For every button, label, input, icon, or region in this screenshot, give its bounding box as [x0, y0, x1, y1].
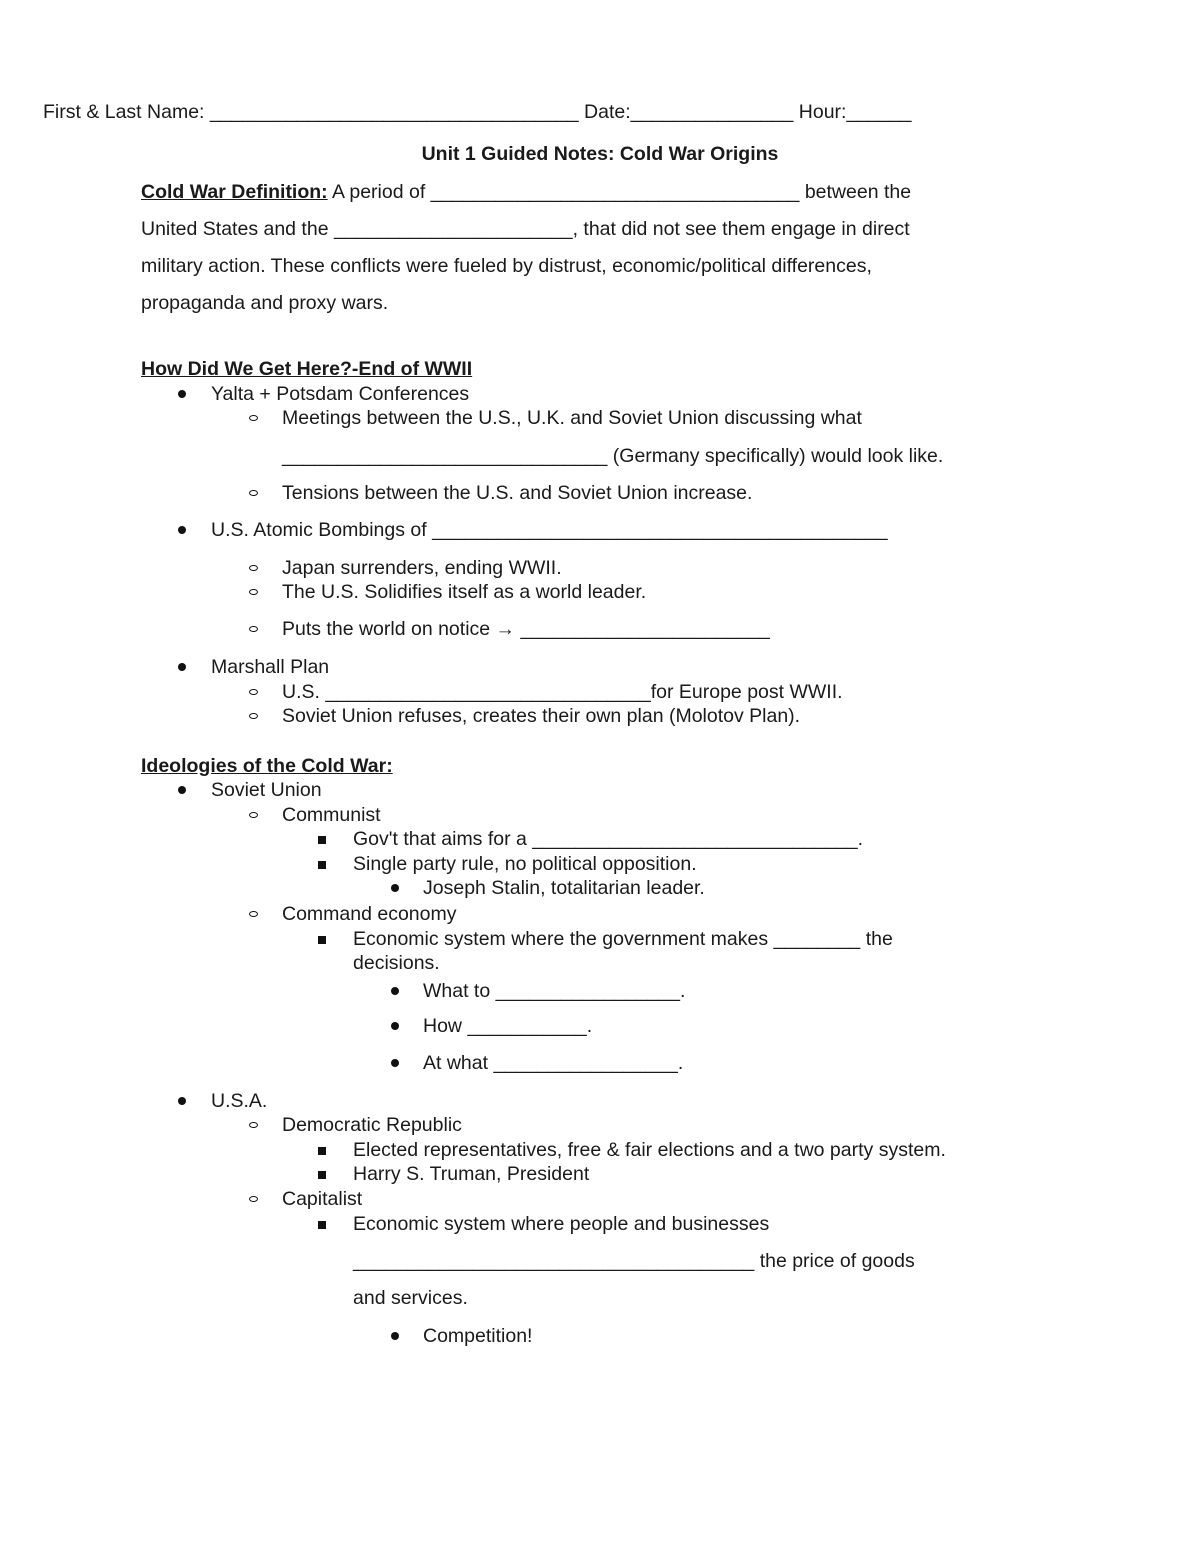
bullet-icon: [178, 390, 186, 398]
capitalist-blank[interactable]: _____________________________________: [353, 1250, 755, 1272]
notice-blank[interactable]: _______________________: [520, 618, 770, 640]
list-item-competition: Competition!: [423, 1325, 533, 1347]
bullet-icon: [178, 526, 186, 534]
list-item-capitalist-definition: Economic system where people and businesses: [353, 1213, 770, 1235]
definition-line-4: propaganda and proxy wars.: [141, 292, 389, 314]
how-blank[interactable]: ___________: [467, 1015, 587, 1037]
at-what-blank[interactable]: _________________: [493, 1052, 678, 1074]
list-item-capitalist-definition-cont: [353, 1249, 915, 1273]
list-item-communist: Communist: [282, 804, 381, 826]
square-bullet-icon: [318, 936, 326, 944]
definition-text: A period of: [332, 181, 426, 203]
list-item-notice: [282, 617, 770, 641]
date-blank[interactable]: _______________: [630, 101, 794, 123]
list-item-molotov: Soviet Union refuses, creates their own plan (Molotov Plan).: [282, 705, 801, 727]
marshall-blank[interactable]: ______________________________: [325, 681, 651, 703]
circle-bullet-icon: [249, 911, 258, 917]
list-item-world-leader: The U.S. Solidifies itself as a world leader.: [282, 581, 647, 603]
list-item-command-definition-cont: decisions.: [353, 952, 440, 974]
list-item-what-to: [423, 979, 685, 1003]
definition-line-3: military action. These conflicts were fueled by distrust, economic/political differences,: [141, 255, 872, 277]
circle-bullet-icon: [249, 713, 258, 719]
list-item-command-economy: Command economy: [282, 903, 457, 925]
list-item-democratic-republic: Democratic Republic: [282, 1114, 462, 1136]
section-heading-ideologies: Ideologies of the Cold War:: [141, 755, 393, 777]
bullet-icon: [178, 786, 186, 794]
bullet-icon: [391, 884, 399, 892]
circle-bullet-icon: [249, 1122, 258, 1128]
definition-blank-1[interactable]: __________________________________: [430, 181, 800, 203]
list-item-marshall: Marshall Plan: [211, 656, 330, 678]
name-label: First & Last Name:: [43, 101, 205, 123]
list-item-yalta-meetings: Meetings between the U.S., U.K. and Soviet Union discussing what: [282, 407, 862, 429]
list-item-truman: Harry S. Truman, President: [353, 1163, 590, 1185]
marshall-text: for Europe post WWII.: [650, 681, 843, 703]
command-text: the: [865, 928, 893, 950]
bullet-icon: [391, 987, 399, 995]
list-item-japan: Japan surrenders, ending WWII.: [282, 557, 562, 579]
bullet-icon: [178, 663, 186, 671]
list-item-gov-aims: [353, 827, 863, 851]
list-item-capitalist-definition-end: and services.: [353, 1287, 468, 1309]
circle-bullet-icon: [249, 490, 258, 496]
list-item-stalin: Joseph Stalin, totalitarian leader.: [423, 877, 705, 899]
circle-bullet-icon: [249, 1196, 258, 1202]
list-item-marshall-aid: [282, 680, 843, 704]
square-bullet-icon: [318, 1221, 326, 1229]
command-blank[interactable]: ________: [773, 928, 861, 950]
bullet-icon: [391, 1332, 399, 1340]
period: .: [677, 1052, 684, 1074]
bullet-icon: [391, 1022, 399, 1030]
list-item-usa: U.S.A.: [211, 1090, 268, 1112]
gov-aims-blank[interactable]: ______________________________: [532, 828, 858, 850]
bullet-icon: [178, 1097, 186, 1105]
period: .: [586, 1015, 593, 1037]
square-bullet-icon: [318, 1171, 326, 1179]
circle-bullet-icon: [249, 589, 258, 595]
period: .: [680, 980, 686, 1002]
atomic-text: U.S. Atomic Bombings of: [211, 519, 427, 541]
name-blank[interactable]: __________________________________: [209, 101, 579, 123]
bullet-icon: [391, 1059, 399, 1067]
definition-line-1: [141, 180, 911, 204]
at-what-text: At what: [423, 1052, 489, 1074]
gov-aims-text: Gov't that aims for a: [353, 828, 527, 850]
circle-bullet-icon: [249, 565, 258, 571]
hour-label: Hour:: [798, 101, 847, 123]
list-item-tensions: Tensions between the U.S. and Soviet Union increase.: [282, 482, 753, 504]
capitalist-text: the price of goods: [759, 1250, 915, 1272]
list-item-at-what: [423, 1051, 683, 1075]
list-item-yalta: Yalta + Potsdam Conferences: [211, 383, 470, 405]
definition-line-2: [141, 217, 910, 241]
definition-text: , that did not see them engage in direct: [572, 218, 910, 240]
marshall-text: U.S.: [282, 681, 320, 703]
list-item-yalta-meetings-cont: [282, 444, 943, 468]
list-item-elected-reps: Elected representatives, free & fair elections and a two party system.: [353, 1139, 946, 1161]
page-title: Unit 1 Guided Notes: Cold War Origins: [421, 143, 779, 165]
definition-text: between the: [804, 181, 912, 203]
definition-heading: Cold War Definition:: [141, 181, 328, 203]
what-to-text: What to: [423, 980, 491, 1002]
circle-bullet-icon: [249, 689, 258, 695]
circle-bullet-icon: [249, 812, 258, 818]
list-item-soviet: Soviet Union: [211, 779, 322, 801]
notice-text: Puts the world on notice →: [282, 618, 516, 640]
circle-bullet-icon: [249, 415, 258, 421]
section-heading-end-of-wwii: How Did We Get Here?-End of WWII: [141, 358, 473, 380]
list-item-single-party: Single party rule, no political opposition.: [353, 853, 697, 875]
atomic-blank[interactable]: __________________________________________: [432, 519, 888, 541]
yalta-blank[interactable]: ______________________________: [282, 445, 608, 467]
square-bullet-icon: [318, 1147, 326, 1155]
date-label: Date:: [584, 101, 631, 123]
what-to-blank[interactable]: _________________: [495, 980, 680, 1002]
definition-text: United States and the: [141, 218, 329, 240]
gov-aims-text: .: [857, 828, 864, 850]
list-item-capitalist: Capitalist: [282, 1188, 363, 1210]
how-text: How: [423, 1015, 463, 1037]
definition-blank-2[interactable]: ______________________: [333, 218, 573, 240]
square-bullet-icon: [318, 836, 326, 844]
list-item-atomic: [211, 518, 888, 542]
hour-blank[interactable]: ______: [846, 101, 912, 123]
square-bullet-icon: [318, 861, 326, 869]
header-line: [43, 100, 912, 124]
list-item-command-definition: [353, 927, 893, 951]
list-item-how: [423, 1014, 592, 1038]
circle-bullet-icon: [249, 626, 258, 632]
command-text: Economic system where the government makes: [353, 928, 769, 950]
yalta-cont-text: (Germany specifically) would look like.: [612, 445, 944, 467]
